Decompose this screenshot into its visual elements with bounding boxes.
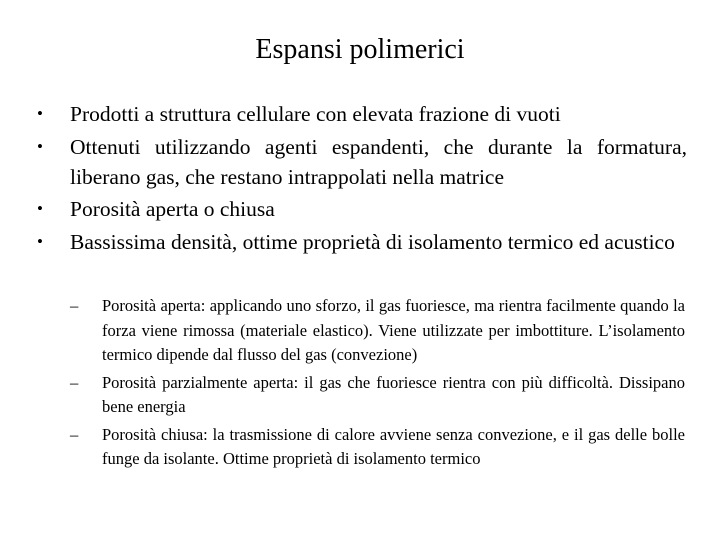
sub-bullet-text: Porosità parzialmente aperta: il gas che fuoriesce rientra con più difficoltà. Dissipano bene energia bbox=[102, 372, 685, 416]
bullet-text: Prodotti a struttura cellulare con elevata frazione di vuoti bbox=[70, 102, 561, 126]
bullet-text: Ottenuti utilizzando agenti espandenti, che durante la formatura, liberano gas, che restano intrappolati nella matrice bbox=[70, 134, 687, 189]
bullet-text: Porosità aperta o chiusa bbox=[70, 197, 275, 221]
bullet-marker: • bbox=[37, 199, 43, 218]
dash-marker: – bbox=[70, 424, 79, 444]
sub-bullet-text: Porosità chiusa: la trasmissione di calore avviene senza convezione, e il gas delle bolle funge da isolante. Ottime proprietà di isolamento termico bbox=[102, 424, 685, 468]
bullet-marker: • bbox=[37, 136, 43, 156]
bullet-marker: • bbox=[37, 104, 43, 123]
dash-marker: – bbox=[70, 372, 79, 392]
slide-title: Espansi polimerici bbox=[255, 34, 465, 65]
sub-bullet-item bbox=[70, 371, 685, 420]
bullet-item bbox=[37, 99, 687, 129]
bullet-item bbox=[37, 194, 687, 224]
dash-marker: – bbox=[70, 296, 79, 315]
bullet-item bbox=[37, 227, 687, 257]
bullet-text: Bassissima densità, ottime proprietà di isolamento termico ed acustico bbox=[70, 229, 675, 254]
sub-bullet-text: Porosità aperta: applicando uno sforzo, il gas fuoriesce, ma rientra facilmente quando la forza viene rimossa (materiale elastico). Viene utilizzate per imbottiture. L’isolamento termico dipende dal flusso del gas (convezione) bbox=[102, 296, 685, 364]
main-bullet-list bbox=[37, 99, 687, 259]
bullet-item bbox=[37, 132, 687, 192]
sub-bullet-item bbox=[70, 423, 685, 472]
sub-bullet-list bbox=[70, 294, 685, 475]
sub-bullet-item bbox=[70, 294, 685, 368]
bullet-marker: • bbox=[37, 231, 43, 251]
